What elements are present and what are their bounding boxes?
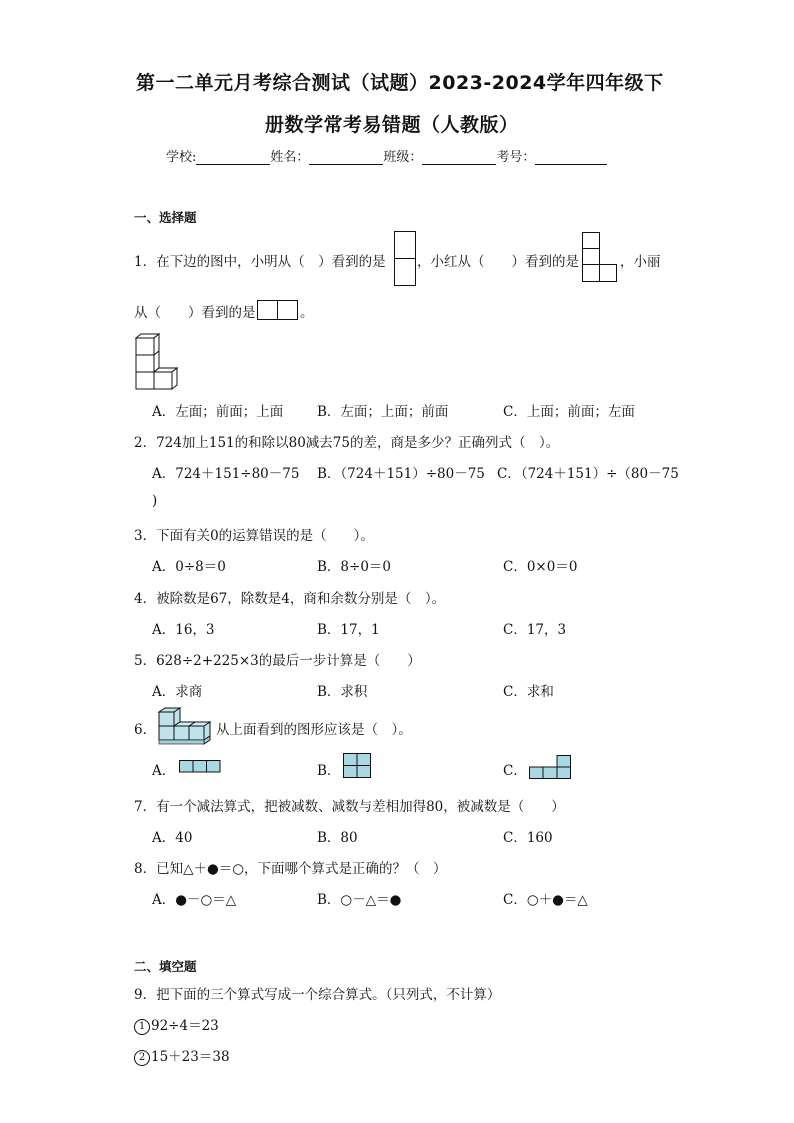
q6-blue-cube-figure bbox=[155, 708, 217, 746]
section-choice-title: 一、选择题 bbox=[134, 210, 197, 225]
q1-option-a[interactable]: A．左面；前面；上面 bbox=[152, 404, 284, 420]
q8-option-c[interactable]: C．○＋●＝△ bbox=[503, 892, 588, 908]
q3-option-b[interactable]: B．8÷0＝0 bbox=[317, 559, 391, 575]
q2-option-b[interactable]: B．（724＋151）÷80－75 bbox=[317, 466, 485, 482]
q2-option-c-continuation: ) bbox=[152, 493, 158, 509]
q6-option-c-label[interactable]: C． bbox=[503, 763, 527, 779]
q5-option-c[interactable]: C．求和 bbox=[503, 684, 554, 700]
q6-number: 6． bbox=[134, 722, 157, 738]
q6-option-b-label[interactable]: B． bbox=[317, 763, 341, 779]
q9-item-1 bbox=[134, 1014, 219, 1035]
q1-text-e: 。 bbox=[300, 305, 314, 321]
q7-option-a[interactable]: A．40 bbox=[152, 830, 193, 846]
q4-option-a[interactable]: A．16，3 bbox=[152, 622, 215, 638]
doc-title-line1: 第一二单元月考综合测试（试题）2023-2024学年四年级下 bbox=[136, 72, 664, 94]
q1-text-a: 1．在下边的图中，小明从（ ）看到的是 bbox=[134, 254, 386, 270]
q7-option-c[interactable]: C．160 bbox=[503, 830, 553, 846]
circled-number-1-icon: 1 bbox=[134, 1019, 150, 1035]
q1-cube-stack-figure bbox=[134, 333, 182, 391]
q3-option-c[interactable]: C．0×0＝0 bbox=[503, 559, 578, 575]
q7-option-b[interactable]: B．80 bbox=[317, 830, 358, 846]
q4-text: 4．被除数是67，除数是4，商和余数分别是（ ）。 bbox=[134, 591, 446, 607]
name-label: 姓名： bbox=[270, 150, 310, 165]
class-label: 班级： bbox=[383, 150, 423, 165]
class-blank[interactable] bbox=[422, 150, 496, 165]
q1-option-c[interactable]: C．上面；前面；左面 bbox=[503, 404, 635, 420]
q8-option-b[interactable]: B．○－△＝● bbox=[317, 892, 402, 908]
q5-option-b[interactable]: B．求积 bbox=[317, 684, 368, 700]
q6-option-a-shape-icon[interactable] bbox=[179, 760, 221, 773]
q2-text: 2．724加上151的和除以80减去75的差，商是多少？正确列式（ ）。 bbox=[134, 435, 560, 451]
name-blank[interactable] bbox=[309, 150, 383, 165]
q1-view-vertical-2-icon bbox=[394, 231, 416, 287]
q9-text: 9．把下面的三个算式写成一个综合算式。（只列式，不计算） bbox=[134, 987, 501, 1003]
exam-no-label: 考号： bbox=[496, 150, 536, 165]
student-info-line bbox=[166, 146, 607, 165]
q2-option-c[interactable]: C．（724＋151）÷（80－75 bbox=[497, 466, 679, 482]
q3-option-a[interactable]: A．0÷8＝0 bbox=[152, 559, 226, 575]
q1-option-b[interactable]: B．左面；上面；前面 bbox=[317, 404, 449, 420]
q9-item-1-expr: 92÷4＝23 bbox=[151, 1018, 219, 1034]
q1-text-d: 从（ ）看到的是 bbox=[134, 305, 256, 321]
q1-text-c: ，小丽 bbox=[620, 254, 661, 270]
exam-no-blank[interactable] bbox=[535, 150, 607, 165]
circled-number-2-icon: 2 bbox=[134, 1050, 150, 1066]
q7-text: 7．有一个减法算式，把被减数、减数与差相加得80，被减数是（ ） bbox=[134, 799, 565, 815]
q8-text: 8．已知△＋●＝○，下面哪个算式是正确的？（ ） bbox=[134, 861, 447, 877]
q5-option-a[interactable]: A．求商 bbox=[152, 684, 203, 700]
q6-option-a-label[interactable]: A． bbox=[152, 763, 176, 779]
q5-text: 5．628÷2+225×3的最后一步计算是（ ） bbox=[134, 653, 421, 669]
q6-option-c-shape-icon[interactable] bbox=[529, 755, 572, 780]
q4-option-c[interactable]: C．17，3 bbox=[503, 622, 567, 638]
section-fill-title: 二、填空题 bbox=[134, 959, 197, 974]
q4-option-b[interactable]: B．17，1 bbox=[317, 622, 380, 638]
q1-view-horizontal-2-icon bbox=[257, 300, 299, 321]
q6-option-b-shape-icon[interactable] bbox=[343, 753, 372, 779]
school-label: 学校: bbox=[166, 150, 197, 165]
q1-text-b: ，小红从（ ）看到的是 bbox=[417, 254, 579, 270]
q9-item-2-expr: 15＋23＝38 bbox=[151, 1049, 230, 1065]
doc-title-line2: 册数学常考易错题（人教版） bbox=[265, 114, 519, 136]
q8-option-a[interactable]: A．●－○＝△ bbox=[152, 892, 237, 908]
q1-view-l-shape-icon bbox=[582, 232, 618, 283]
school-blank[interactable] bbox=[196, 150, 270, 165]
q2-option-a[interactable]: A．724＋151÷80－75 bbox=[152, 466, 300, 482]
q3-text: 3．下面有关0的运算错误的是（ ）。 bbox=[134, 528, 374, 544]
q6-text: 从上面看到的图形应该是（ ）。 bbox=[216, 722, 412, 738]
q9-item-2 bbox=[134, 1045, 230, 1066]
